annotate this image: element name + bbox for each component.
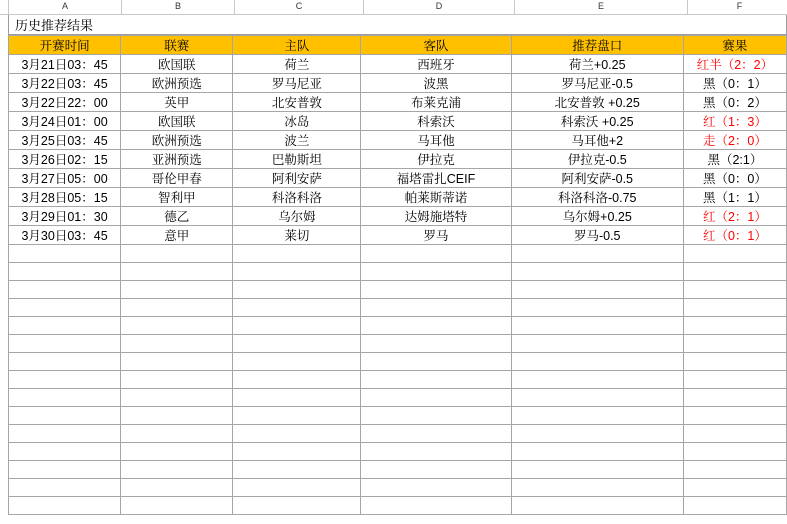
empty-cell[interactable] — [683, 479, 786, 497]
sheet-title-cell[interactable] — [8, 15, 787, 35]
empty-cell[interactable] — [233, 497, 361, 515]
empty-cell[interactable] — [9, 335, 121, 353]
empty-cell[interactable] — [9, 263, 121, 281]
header-league[interactable]: 联赛 — [121, 36, 233, 55]
cell-result[interactable]: 红（1：3） — [683, 112, 786, 131]
empty-cell[interactable] — [361, 299, 511, 317]
table-row[interactable] — [9, 226, 787, 245]
empty-cell[interactable] — [233, 299, 361, 317]
cell-result[interactable]: 黑（0：2） — [683, 93, 786, 112]
empty-cell[interactable] — [233, 389, 361, 407]
cell-league[interactable]: 智利甲 — [121, 188, 233, 207]
empty-cell[interactable] — [9, 443, 121, 461]
empty-cell[interactable] — [511, 479, 683, 497]
sheet-area — [0, 35, 787, 515]
table-row[interactable] — [9, 169, 787, 188]
empty-cell[interactable] — [121, 371, 233, 389]
cell-away-team[interactable]: 马耳他 — [361, 131, 511, 150]
empty-cell[interactable] — [683, 245, 786, 263]
empty-cell[interactable] — [121, 353, 233, 371]
cell-result[interactable]: 黑（2:1） — [683, 150, 786, 169]
empty-cell[interactable] — [511, 335, 683, 353]
column-header-f[interactable]: F — [688, 0, 787, 14]
cell-kickoff-time[interactable]: 3月24日01：00 — [9, 112, 121, 131]
empty-cell[interactable] — [233, 461, 361, 479]
empty-cell[interactable] — [9, 371, 121, 389]
cell-result[interactable]: 走（2：0） — [683, 131, 786, 150]
cell-home-team[interactable]: 荷兰 — [233, 55, 361, 74]
select-all-corner[interactable] — [0, 0, 9, 14]
empty-cell[interactable] — [683, 443, 786, 461]
empty-cell[interactable] — [233, 443, 361, 461]
cell-recommended-handicap[interactable]: 罗马尼亚-0.5 — [511, 74, 683, 93]
cell-league[interactable]: 欧国联 — [121, 112, 233, 131]
empty-cell[interactable] — [361, 245, 511, 263]
cell-home-team[interactable]: 波兰 — [233, 131, 361, 150]
cell-away-team[interactable]: 布莱克浦 — [361, 93, 511, 112]
header-away-team[interactable]: 客队 — [361, 36, 511, 55]
empty-cell[interactable] — [361, 263, 511, 281]
empty-cell[interactable] — [121, 461, 233, 479]
empty-cell[interactable] — [233, 371, 361, 389]
empty-cell[interactable] — [683, 461, 786, 479]
cell-away-team[interactable]: 波黑 — [361, 74, 511, 93]
empty-cell[interactable] — [361, 425, 511, 443]
empty-cell[interactable] — [9, 353, 121, 371]
table-row[interactable] — [9, 188, 787, 207]
cell-recommended-handicap[interactable]: 罗马-0.5 — [511, 226, 683, 245]
empty-cell[interactable] — [121, 443, 233, 461]
cell-kickoff-time[interactable]: 3月30日03：45 — [9, 226, 121, 245]
cell-away-team[interactable]: 西班牙 — [361, 55, 511, 74]
empty-cell[interactable] — [9, 245, 121, 263]
empty-cell[interactable] — [9, 281, 121, 299]
empty-cell[interactable] — [121, 497, 233, 515]
cell-away-team[interactable]: 科索沃 — [361, 112, 511, 131]
empty-cell[interactable] — [233, 335, 361, 353]
cell-home-team[interactable]: 阿利安萨 — [233, 169, 361, 188]
cell-league[interactable]: 德乙 — [121, 207, 233, 226]
empty-cell[interactable] — [511, 371, 683, 389]
table-row[interactable] — [9, 207, 787, 226]
empty-table-row[interactable] — [9, 407, 787, 425]
empty-cell[interactable] — [361, 443, 511, 461]
cell-kickoff-time[interactable]: 3月21日03：45 — [9, 55, 121, 74]
empty-cell[interactable] — [361, 317, 511, 335]
empty-cell[interactable] — [683, 371, 786, 389]
cell-recommended-handicap[interactable]: 马耳他+2 — [511, 131, 683, 150]
cell-home-team[interactable]: 北安普敦 — [233, 93, 361, 112]
empty-cell[interactable] — [121, 479, 233, 497]
empty-cell[interactable] — [9, 317, 121, 335]
cell-home-team[interactable]: 莱切 — [233, 226, 361, 245]
empty-cell[interactable] — [9, 479, 121, 497]
empty-cell[interactable] — [683, 407, 786, 425]
empty-table-row[interactable] — [9, 479, 787, 497]
cell-away-team[interactable]: 伊拉克 — [361, 150, 511, 169]
empty-cell[interactable] — [121, 407, 233, 425]
empty-cell[interactable] — [683, 497, 786, 515]
empty-cell[interactable] — [683, 335, 786, 353]
row-gutter — [0, 15, 8, 35]
empty-cell[interactable] — [9, 389, 121, 407]
cell-away-team[interactable]: 达姆施塔特 — [361, 207, 511, 226]
table-row[interactable] — [9, 55, 787, 74]
empty-cell[interactable] — [121, 389, 233, 407]
empty-cell[interactable] — [511, 407, 683, 425]
column-header-a[interactable]: A — [9, 0, 122, 14]
cell-league[interactable]: 欧洲预选 — [121, 74, 233, 93]
empty-cell[interactable] — [233, 407, 361, 425]
empty-cell[interactable] — [511, 461, 683, 479]
cell-recommended-handicap[interactable]: 科洛科洛-0.75 — [511, 188, 683, 207]
cell-result[interactable]: 黑（0：1） — [683, 74, 786, 93]
empty-cell[interactable] — [511, 281, 683, 299]
empty-table-row[interactable] — [9, 371, 787, 389]
empty-cell[interactable] — [121, 317, 233, 335]
cell-result[interactable]: 黑（0：0） — [683, 169, 786, 188]
empty-cell[interactable] — [511, 263, 683, 281]
empty-table-row[interactable] — [9, 263, 787, 281]
table-row[interactable] — [9, 74, 787, 93]
empty-cell[interactable] — [9, 299, 121, 317]
cell-away-team[interactable]: 帕莱斯蒂诺 — [361, 188, 511, 207]
cell-recommended-handicap[interactable]: 伊拉克-0.5 — [511, 150, 683, 169]
empty-cell[interactable] — [361, 353, 511, 371]
cell-result[interactable]: 红（0：1） — [683, 226, 786, 245]
empty-table-row[interactable] — [9, 335, 787, 353]
empty-cell[interactable] — [683, 317, 786, 335]
empty-cell[interactable] — [121, 299, 233, 317]
table-body — [9, 55, 787, 515]
cell-kickoff-time[interactable]: 3月22日03：45 — [9, 74, 121, 93]
cell-recommended-handicap[interactable]: 北安普敦 +0.25 — [511, 93, 683, 112]
empty-cell[interactable] — [361, 479, 511, 497]
cell-home-team[interactable]: 科洛科洛 — [233, 188, 361, 207]
header-home-team[interactable]: 主队 — [233, 36, 361, 55]
cell-result[interactable]: 黑（1：1） — [683, 188, 786, 207]
column-header-e[interactable]: E — [515, 0, 688, 14]
empty-cell[interactable] — [361, 461, 511, 479]
empty-table-row[interactable] — [9, 497, 787, 515]
empty-cell[interactable] — [683, 353, 786, 371]
empty-cell[interactable] — [233, 425, 361, 443]
cell-kickoff-time[interactable]: 3月22日22：00 — [9, 93, 121, 112]
cell-kickoff-time[interactable]: 3月25日03：45 — [9, 131, 121, 150]
cell-kickoff-time[interactable]: 3月29日01：30 — [9, 207, 121, 226]
cell-recommended-handicap[interactable]: 荷兰+0.25 — [511, 55, 683, 74]
empty-cell[interactable] — [683, 263, 786, 281]
empty-cell[interactable] — [233, 245, 361, 263]
table-row[interactable] — [9, 131, 787, 150]
cell-kickoff-time[interactable]: 3月27日05：00 — [9, 169, 121, 188]
table-header-row — [9, 36, 787, 55]
empty-cell[interactable] — [511, 299, 683, 317]
cell-league[interactable]: 哥伦甲春 — [121, 169, 233, 188]
empty-cell[interactable] — [361, 389, 511, 407]
cell-league[interactable]: 意甲 — [121, 226, 233, 245]
empty-cell[interactable] — [121, 425, 233, 443]
cell-away-team[interactable]: 福塔雷扎CEIF — [361, 169, 511, 188]
empty-cell[interactable] — [121, 245, 233, 263]
cell-result[interactable]: 红半（2：2） — [683, 55, 786, 74]
empty-cell[interactable] — [121, 281, 233, 299]
cell-league[interactable]: 欧洲预选 — [121, 131, 233, 150]
table-row[interactable] — [9, 150, 787, 169]
cell-home-team[interactable]: 冰岛 — [233, 112, 361, 131]
empty-cell[interactable] — [233, 263, 361, 281]
table-row[interactable] — [9, 112, 787, 131]
cell-recommended-handicap[interactable]: 乌尔姆+0.25 — [511, 207, 683, 226]
sheet-title: 历史推荐结果 — [15, 18, 94, 33]
empty-cell[interactable] — [121, 263, 233, 281]
empty-cell[interactable] — [9, 425, 121, 443]
cell-home-team[interactable]: 巴勒斯坦 — [233, 150, 361, 169]
empty-cell[interactable] — [361, 497, 511, 515]
column-header-b[interactable]: B — [122, 0, 235, 14]
empty-cell[interactable] — [361, 371, 511, 389]
cell-league[interactable]: 亚洲预选 — [121, 150, 233, 169]
empty-cell[interactable] — [683, 281, 786, 299]
title-row — [0, 15, 787, 35]
empty-cell[interactable] — [511, 497, 683, 515]
empty-cell[interactable] — [9, 407, 121, 425]
cell-away-team[interactable]: 罗马 — [361, 226, 511, 245]
cell-kickoff-time[interactable]: 3月26日02：15 — [9, 150, 121, 169]
empty-cell[interactable] — [361, 281, 511, 299]
row-gutter-left — [0, 35, 8, 515]
header-result[interactable]: 赛果 — [683, 36, 786, 55]
empty-table-row[interactable] — [9, 461, 787, 479]
cell-league[interactable]: 英甲 — [121, 93, 233, 112]
empty-cell[interactable] — [511, 317, 683, 335]
empty-cell[interactable] — [511, 425, 683, 443]
empty-table-row[interactable] — [9, 425, 787, 443]
cell-recommended-handicap[interactable]: 科索沃 +0.25 — [511, 112, 683, 131]
empty-cell[interactable] — [233, 353, 361, 371]
column-header-c[interactable]: C — [235, 0, 364, 14]
column-header-strip — [0, 0, 787, 15]
empty-table-row[interactable] — [9, 245, 787, 263]
empty-cell[interactable] — [121, 335, 233, 353]
empty-cell[interactable] — [683, 299, 786, 317]
cell-league[interactable]: 欧国联 — [121, 55, 233, 74]
empty-cell[interactable] — [9, 461, 121, 479]
cell-home-team[interactable]: 罗马尼亚 — [233, 74, 361, 93]
empty-table-row[interactable] — [9, 299, 787, 317]
empty-table-row[interactable] — [9, 281, 787, 299]
history-table — [8, 35, 787, 515]
header-kickoff-time[interactable]: 开赛时间 — [9, 36, 121, 55]
empty-cell[interactable] — [361, 407, 511, 425]
empty-table-row[interactable] — [9, 353, 787, 371]
empty-cell[interactable] — [511, 443, 683, 461]
empty-table-row[interactable] — [9, 317, 787, 335]
cell-kickoff-time[interactable]: 3月28日05：15 — [9, 188, 121, 207]
empty-table-row[interactable] — [9, 389, 787, 407]
cell-result[interactable]: 红（2：1） — [683, 207, 786, 226]
empty-cell[interactable] — [683, 425, 786, 443]
empty-cell[interactable] — [683, 389, 786, 407]
cell-home-team[interactable]: 乌尔姆 — [233, 207, 361, 226]
empty-cell[interactable] — [233, 317, 361, 335]
empty-table-row[interactable] — [9, 443, 787, 461]
column-header-d[interactable]: D — [364, 0, 515, 14]
empty-cell[interactable] — [361, 335, 511, 353]
empty-cell[interactable] — [511, 353, 683, 371]
empty-cell[interactable] — [511, 245, 683, 263]
empty-cell[interactable] — [9, 497, 121, 515]
cell-recommended-handicap[interactable]: 阿利安萨-0.5 — [511, 169, 683, 188]
empty-cell[interactable] — [511, 389, 683, 407]
empty-cell[interactable] — [233, 479, 361, 497]
empty-cell[interactable] — [233, 281, 361, 299]
header-recommended-handicap[interactable]: 推荐盘口 — [511, 36, 683, 55]
table-row[interactable] — [9, 93, 787, 112]
